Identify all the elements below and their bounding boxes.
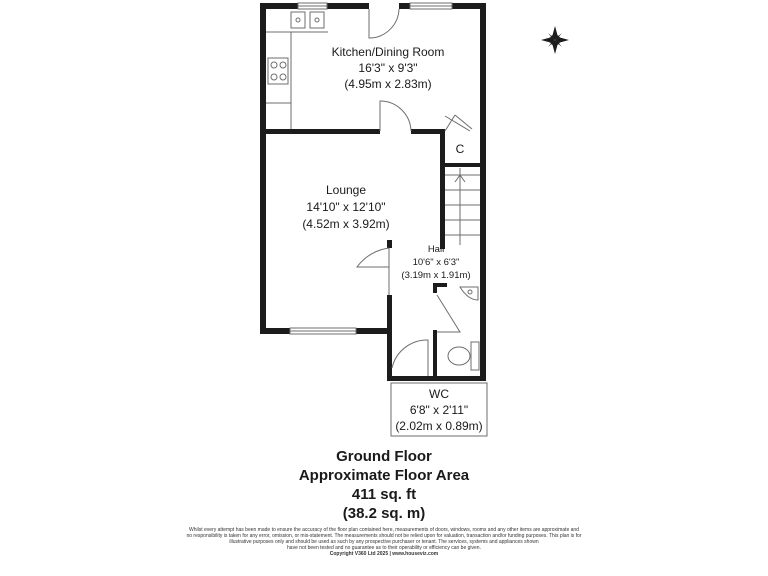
floor-area-summary bbox=[0, 447, 768, 523]
svg-text:6'8" x 2'11": 6'8" x 2'11" bbox=[409, 403, 469, 417]
disclaimer-line: have not been tested and no guarantee as to their operability or efficiency can be given. bbox=[287, 545, 481, 551]
svg-text:(3.19m x 1.91m): (3.19m x 1.91m) bbox=[401, 270, 471, 281]
area-sqm: (38.2 sq. m) bbox=[342, 505, 426, 522]
toilet-icon bbox=[448, 347, 470, 365]
svg-text:10'6" x 6'3": 10'6" x 6'3" bbox=[412, 257, 460, 268]
stairs bbox=[445, 168, 480, 245]
disclaimer-line: no responsibility is taken for any error, omission, or mis-statement. The measurements should not be relied upon for valuation, transaction and/or funding purposes. This plan is for bbox=[186, 533, 582, 539]
sink-icon bbox=[291, 12, 305, 28]
area-title: Approximate Floor Area bbox=[298, 467, 470, 484]
svg-text:14'10" x 12'10": 14'10" x 12'10" bbox=[306, 200, 386, 214]
floor-title: Ground Floor bbox=[336, 448, 432, 465]
svg-text:(4.52m x 3.92m): (4.52m x 3.92m) bbox=[302, 217, 390, 231]
svg-text:(2.02m x 0.89m): (2.02m x 0.89m) bbox=[395, 419, 483, 433]
room-kitchen-label bbox=[332, 45, 445, 91]
compass-rose-icon bbox=[541, 26, 569, 54]
svg-text:Kitchen/Dining Room: Kitchen/Dining Room bbox=[331, 45, 445, 59]
room-hall-label bbox=[401, 244, 470, 281]
room-cupboard-label: C bbox=[455, 142, 465, 156]
copyright: Copyright V360 Ltd 2025 | www.houseviz.com bbox=[329, 551, 439, 557]
disclaimer bbox=[170, 527, 598, 557]
disclaimer-line: Whilst every attempt has been made to ensure the accuracy of the floor plan contained here, measurements of doors, windows, rooms and any other items are approximate and bbox=[189, 527, 579, 533]
svg-text:Lounge: Lounge bbox=[325, 183, 367, 197]
svg-text:16'3" x 9'3": 16'3" x 9'3" bbox=[358, 61, 418, 75]
hob-icon bbox=[268, 58, 288, 84]
room-lounge-label bbox=[302, 183, 389, 231]
area-sqft: 411 sq. ft bbox=[351, 486, 417, 503]
svg-text:Hall: Hall bbox=[427, 244, 445, 255]
svg-text:WC: WC bbox=[429, 387, 449, 401]
svg-text:(4.95m x 2.83m): (4.95m x 2.83m) bbox=[344, 77, 432, 91]
walls bbox=[260, 3, 486, 381]
kitchen-counters bbox=[266, 12, 328, 129]
disclaimer-line: illustrative purposes only and should be used as such by any prospective purchaser or tenant. The services, systems and appliances shown bbox=[229, 539, 539, 545]
wc-fixtures bbox=[448, 287, 479, 370]
